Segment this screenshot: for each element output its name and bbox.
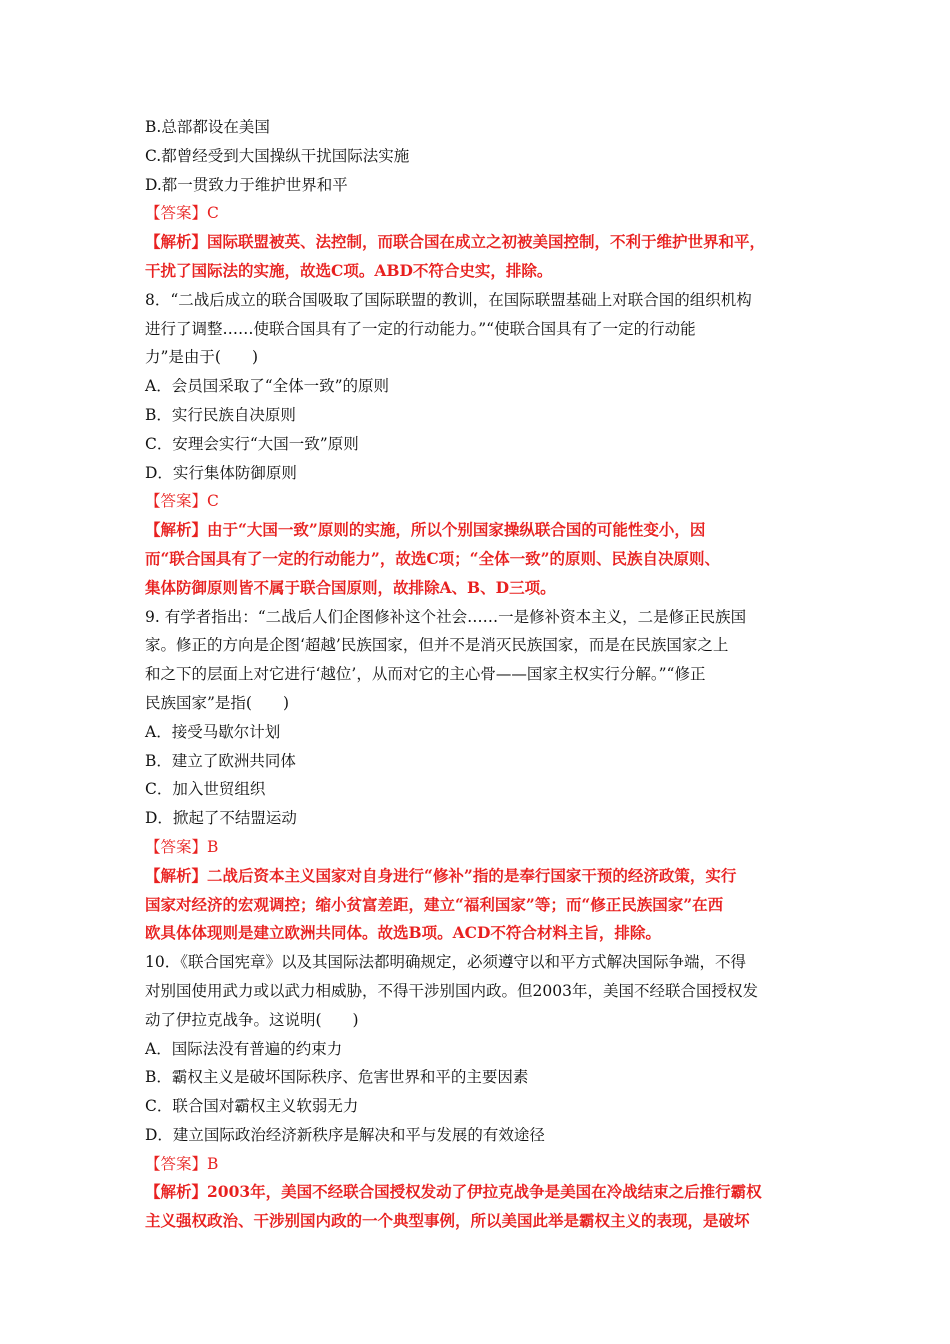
option-b: B.总部都设在美国 — [145, 118, 270, 136]
question-stem: 10．《联合国宪章》以及其国际法都明确规定，必须遵守以和平方式解决国际争端，不得 — [145, 953, 746, 972]
explanation-line: 国家对经济的宏观调控；缩小贫富差距，建立“福利国家”等；而“修正民族国家”在西 — [145, 894, 724, 914]
explanation-line — [145, 516, 805, 545]
explanation-tag: 【解析】 — [145, 520, 208, 540]
question-stem: 9. 有学者指出：“二战后人们企图修补这个社会……一是修补资本主义，二是修正民族国 — [145, 607, 747, 626]
option-c: C．安理会实行“大国一致”原则 — [145, 434, 359, 453]
explanation-text: 由于“大国一致”原则的实施，所以个别国家操纵联合国的可能性变小，因 — [207, 520, 706, 540]
answer-value: C — [207, 204, 219, 223]
answer-value: B — [207, 1154, 219, 1173]
question-stem: 对别国使用武力或以武力相威胁，不得干涉别国内政。但2003年，美国不经联合国授权发 — [145, 981, 758, 1000]
explanation-line — [145, 862, 805, 891]
question-stem: 8．“二战后成立的联合国吸取了国际联盟的教训，在国际联盟基础上对联合国的组织机构 — [145, 290, 752, 309]
option-d: D．建立国际政治经济新秩序是解决和平与发展的有效途径 — [145, 1125, 545, 1144]
explanation-tag: 【解析】 — [145, 865, 208, 885]
explanation-tag: 【解析】 — [145, 232, 208, 252]
answer-value: C — [207, 492, 219, 511]
answer-value: B — [207, 837, 219, 856]
explanation-line: 主义强权政治、干涉别国内政的一个典型事例，所以美国此举是霸权主义的表现，是破坏 — [145, 1211, 750, 1231]
answer-tag: 【答案】 — [145, 204, 208, 223]
question-stem: 和之下的层面上对它进行‘越位’，从而对它的主心骨——国家主权实行分解。”“修正 — [145, 665, 706, 684]
option-c: C．加入世贸组织 — [145, 780, 266, 799]
question-7 — [145, 113, 805, 286]
question-stem: 动了伊拉克战争。这说明( ) — [145, 1010, 359, 1029]
question-9 — [145, 603, 805, 949]
answer-tag: 【答案】 — [145, 492, 208, 511]
question-stem: 力”是由于( ) — [145, 348, 259, 367]
question-stem: 家。修正的方向是企图‘超越’民族国家，但并不是消灭民族国家，而是在民族国家之上 — [145, 636, 729, 655]
answer-line — [145, 487, 805, 516]
answer-tag: 【答案】 — [145, 1154, 208, 1173]
question-10 — [145, 948, 805, 1236]
question-stem: 民族国家”是指( ) — [145, 693, 290, 712]
option-b: B．霸权主义是破坏国际秩序、危害世界和平的主要因素 — [145, 1068, 529, 1087]
option-a: A．会员国采取了“全体一致”的原则 — [145, 377, 390, 396]
option-d: D．掀起了不结盟运动 — [145, 809, 297, 828]
question-8 — [145, 286, 805, 603]
explanation-line — [145, 228, 805, 257]
answer-tag: 【答案】 — [145, 837, 208, 856]
answer-line — [145, 833, 805, 862]
explanation-line: 集体防御原则皆不属于联合国原则，故排除A、B、D三项。 — [145, 577, 556, 597]
option-b: B．实行民族自决原则 — [145, 405, 296, 424]
option-d: D.都一贯致力于维护世界和平 — [145, 175, 348, 194]
explanation-line: 而“联合国具有了一定的行动能力”，故选C项；“全体一致”的原则、民族自决原则、 — [145, 548, 721, 568]
explanation-text: 二战后资本主义国家对自身进行“修补”指的是奉行国家干预的经济政策，实行 — [207, 865, 737, 885]
option-b: B．建立了欧洲共同体 — [145, 751, 296, 770]
document-page — [145, 113, 805, 1236]
explanation-line: 干扰了国际法的实施，故选C项。ABD不符合史实，排除。 — [145, 260, 553, 280]
explanation-line: 欧具体体现则是建立欧洲共同体。故选B项。ACD不符合材料主旨，排除。 — [145, 923, 661, 943]
explanation-text: 2003年，美国不经联合国授权发动了伊拉克战争是美国在冷战结束之后推行霸权 — [207, 1182, 762, 1202]
explanation-line — [145, 1178, 805, 1207]
option-d: D．实行集体防御原则 — [145, 463, 297, 482]
answer-line — [145, 1150, 805, 1179]
answer-line — [145, 199, 805, 228]
option-c: C.都曾经受到大国操纵干扰国际法实施 — [145, 146, 410, 165]
option-c: C．联合国对霸权主义软弱无力 — [145, 1097, 359, 1116]
explanation-tag: 【解析】 — [145, 1182, 208, 1202]
option-a: A．国际法没有普遍的约束力 — [145, 1039, 343, 1058]
explanation-text: 国际联盟被英、法控制，而联合国在成立之初被美国控制，不利于维护世界和平， — [207, 232, 766, 252]
question-stem: 进行了调整……使联合国具有了一定的行动能力。”“使联合国具有了一定的行动能 — [145, 319, 696, 338]
option-a: A．接受马歇尔计划 — [145, 722, 281, 741]
